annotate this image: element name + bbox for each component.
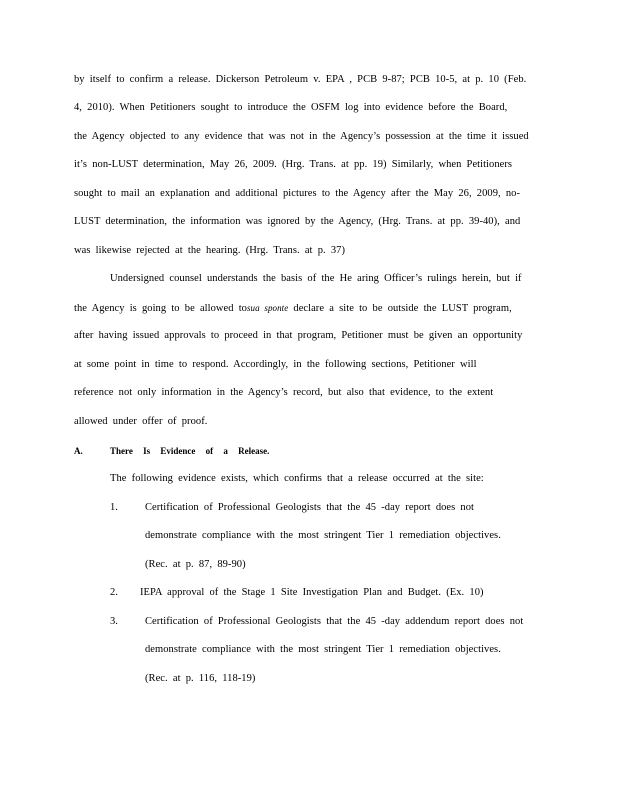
evidence-intro: The following evidence exists, which confirms that a release occurred at the site: [110, 473, 484, 484]
section-title: There Is Evidence of a Release. [110, 446, 270, 456]
list-item-line: IEPA approval of the Stage 1 Site Investigation Plan and Budget. (Ex. 10) [140, 587, 484, 598]
paragraph-2-line: after having issued approvals to proceed in that program, Petitioner must be given an opportunity [74, 330, 523, 341]
paragraph-2-line: at some point in time to respond. Accordingly, in the following sections, Petitioner will [74, 359, 477, 370]
list-item-number: 1. [110, 502, 118, 513]
paragraph-1-line: by itself to confirm a release. Dickerson Petroleum v. EPA , PCB 9-87; PCB 10-5, at p. 10 (Feb. [74, 74, 527, 85]
paragraph-2-line: Undersigned counsel understands the basis of the He aring Officer’s rulings herein, but if [110, 273, 522, 284]
paragraph-2-text: the Agency is going to be allowed to [74, 303, 247, 314]
paragraph-1-line: was likewise rejected at the hearing. (Hrg. Trans. at p. 37) [74, 245, 345, 256]
list-item-line: (Rec. at p. 116, 118-19) [145, 673, 256, 684]
paragraph-1-line: LUST determination, the information was ignored by the Agency, (Hrg. Trans. at pp. 39-40), and [74, 216, 521, 227]
latin-phrase: sua sponte [246, 303, 289, 313]
paragraph-1-line: sought to mail an explanation and additional pictures to the Agency after the May 26, 2009, no- [74, 188, 520, 199]
paragraph-1-line: it’s non-LUST determination, May 26, 2009. (Hrg. Trans. at pp. 19) Similarly, when Petitioners [74, 159, 513, 170]
section-letter: A. [74, 446, 83, 456]
list-item-line: demonstrate compliance with the most stringent Tier 1 remediation objectives. [145, 644, 501, 655]
list-item-line: Certification of Professional Geologists that the 45 -day addendum report does not [145, 616, 524, 627]
paragraph-2-line [74, 301, 512, 316]
list-item-number: 3. [110, 616, 118, 627]
list-item-line: (Rec. at p. 87, 89-90) [145, 559, 246, 570]
paragraph-1-line: the Agency objected to any evidence that was not in the Agency’s possession at the time it issued [74, 131, 529, 142]
paragraph-2-text: declare a site to be outside the LUST program, [288, 303, 512, 314]
list-item-line: demonstrate compliance with the most stringent Tier 1 remediation objectives. [145, 530, 501, 541]
paragraph-2-line: reference not only information in the Agency’s record, but also that evidence, to the extent [74, 387, 494, 398]
list-item-number: 2. [110, 587, 118, 598]
paragraph-2-line: allowed under offer of proof. [74, 416, 208, 427]
paragraph-1-line: 4, 2010). When Petitioners sought to introduce the OSFM log into evidence before the Board, [74, 102, 508, 113]
list-item-line: Certification of Professional Geologists that the 45 -day report does not [145, 502, 475, 513]
